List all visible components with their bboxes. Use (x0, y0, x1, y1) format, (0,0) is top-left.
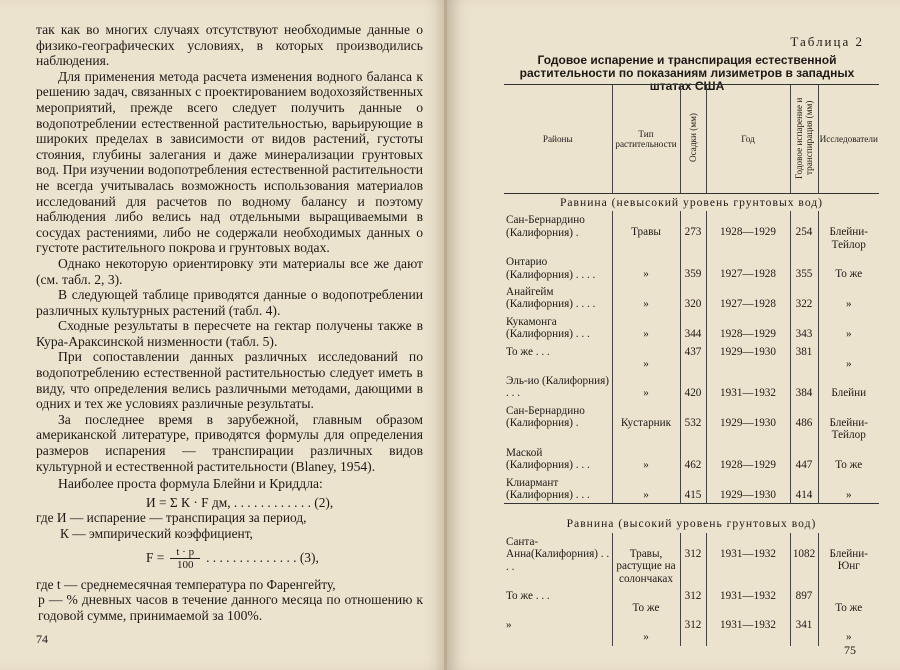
precip-cell: 420 (680, 372, 706, 402)
page-number: 75 (844, 643, 856, 657)
region-cell: Анайгейм (Калифорния) . . . . (506, 286, 596, 311)
formula-3 (36, 546, 423, 571)
veg-type-cell: » (612, 372, 680, 402)
paragraph: Однако некоторую ориентировку эти материалы все же дают (см. табл. 2, 3). (36, 255, 423, 287)
evap-cell: 897 (790, 587, 818, 616)
researchers-cell: Блейни-Тейлор (818, 211, 879, 253)
table-row (504, 533, 879, 587)
paragraph: При сопоставлении данных различных исследований по водопотреблению естественной растительностью следует иметь в виду, что определения велись различными методами, дающими в одних и тех же условиях различные результаты. (36, 349, 423, 412)
header-precip-text: Осадки (мм) (688, 113, 698, 163)
formula-3-lhs: F = (146, 550, 165, 566)
paragraph: Для применения метода расчета изменения водного баланса к решению задач, связанных с проектированием водохозяйственных мероприятий, прежде всего следует получить данные о водопотреблении естественной растительностью, варьирующие в широких пределах в зависимости от видов растений, густоты стояния, глубины залегания и даже минерализации грунтовых вод. При изучении водопотребления естественной растительности не всегда учитывалась возможность использования материалов исследований для расчетов по водному балансу и поэтому наблюдения либо велись над отдельными выращиваемыми в сосудах растениями, либо не содержали необходимых данных о густоте растительного покрова и грунтовых водах. (36, 68, 423, 256)
table-row (504, 474, 879, 504)
table-section-row (504, 515, 879, 532)
year-cell: 1931—1932 (706, 372, 790, 402)
table-row (504, 587, 879, 616)
year-cell: 1927—1928 (706, 253, 790, 283)
year-cell: 1929—1930 (706, 402, 790, 444)
veg-type-cell: » (612, 616, 680, 645)
researchers-cell: » (818, 474, 879, 504)
researchers-cell: » (818, 313, 879, 343)
table-label: Таблица 2 (790, 34, 864, 49)
year-cell: 1928—1929 (706, 444, 790, 474)
header-year: Год (706, 85, 790, 194)
paragraph: так как во многих случаях отсутствуют необходимые данные о физико-географических условиях, в которых производились наблюдения. (36, 22, 423, 69)
year-cell: 1928—1929 (706, 211, 790, 253)
table-row (504, 402, 879, 444)
veg-type-cell: Травы, растущие на солончаках (612, 533, 680, 587)
researchers-cell: Блейни (818, 372, 879, 402)
paragraph: Наиболее проста формула Блейни и Криддла: (58, 476, 323, 492)
veg-type-cell: Травы (612, 211, 680, 253)
section-heading: Равнина (невысокий уровень грунтовых вод) (559, 196, 824, 209)
table-row (504, 616, 879, 645)
region-cell: То же . . . (506, 345, 550, 358)
header-researchers: Исследователи (818, 85, 879, 194)
separator-cell (504, 504, 879, 516)
precip-cell: 437 (680, 343, 706, 372)
year-cell: 1931—1932 (706, 533, 790, 587)
region-cell: Сан-Бернардино (Калифорния) . (506, 404, 585, 430)
table-row (504, 313, 879, 343)
evap-cell: 414 (790, 474, 818, 504)
table-section-row (504, 194, 879, 212)
veg-type-cell: » (612, 444, 680, 474)
precip-cell: 415 (680, 474, 706, 504)
evap-cell: 322 (790, 283, 818, 313)
header-evap (790, 85, 818, 194)
evap-cell: 341 (790, 616, 818, 645)
table-row (504, 211, 879, 253)
veg-type-cell: » (612, 343, 680, 372)
formula-3-tail: . . . . . . . . . . . . . . (3), (206, 550, 319, 566)
precip-cell: 532 (680, 402, 706, 444)
researchers-cell: » (818, 343, 879, 372)
region-cell: Клиармант (Калифорния) . . . (506, 476, 590, 501)
evap-cell: 486 (790, 402, 818, 444)
table-row (504, 343, 879, 372)
formula-3-denominator: 100 (176, 558, 194, 571)
formula-3-numerator: t · p (170, 546, 200, 559)
veg-type-cell: » (612, 283, 680, 313)
header-precip (680, 85, 706, 194)
header-veg-type: Тип растительности (612, 85, 680, 194)
veg-type-cell: То же (612, 587, 680, 616)
researchers-cell: » (818, 283, 879, 313)
precip-cell: 312 (680, 587, 706, 616)
right-page (447, 0, 900, 670)
table-header-row (504, 85, 879, 194)
page-number: 74 (36, 632, 48, 646)
formula-legend: p — % дневных часов в течение данного месяца по отношению к годовой сумме, принимаемой за 100%. (38, 592, 423, 623)
precip-cell: 359 (680, 253, 706, 283)
evap-cell: 381 (790, 343, 818, 372)
precip-cell: 312 (680, 616, 706, 645)
year-cell: 1929—1930 (706, 474, 790, 504)
formula-legend: К — эмпирический коэффициент, (60, 526, 253, 541)
evap-cell: 1082 (790, 533, 818, 587)
formula-2: И = Σ К · F дм, . . . . . . . . . . . . (2), (146, 494, 334, 510)
veg-type-cell: Кустарник (612, 402, 680, 444)
paragraph: За последнее время в зарубежной, главным образом американской литературе, приводятся формулы для определения размеров испарения — транспирации различных видов культурной и естественной растительности (Blaney, 1954). (36, 411, 423, 474)
evap-cell: 355 (790, 253, 818, 283)
paragraph: В следующей таблице приводятся данные о водопотреблении различных культурных растений (табл. 4). (36, 287, 423, 318)
researchers-cell: То же (818, 253, 879, 283)
evap-cell: 343 (790, 313, 818, 343)
region-cell: Эль-ио (Калифорния) . . . (506, 375, 609, 400)
precip-cell: 462 (680, 444, 706, 474)
veg-type-cell: » (612, 253, 680, 283)
section-heading: Равнина (высокий уровень грунтовых вод) (566, 517, 817, 531)
evap-cell: 447 (790, 444, 818, 474)
precip-cell: 320 (680, 283, 706, 313)
header-region: Районы (504, 85, 612, 194)
year-cell: 1927—1928 (706, 283, 790, 313)
section-separator (504, 504, 879, 516)
region-cell: Кукамонга (Калифорния) . . . (506, 315, 590, 341)
veg-type-cell: » (612, 474, 680, 504)
researchers-cell: Блейни-Юнг (818, 533, 879, 587)
researchers-cell: Блейни-Тейлор (818, 402, 879, 444)
lysimeter-table (504, 84, 879, 646)
table-body (504, 194, 879, 646)
evap-cell: 384 (790, 372, 818, 402)
precip-cell: 312 (680, 533, 706, 587)
region-cell: » (506, 619, 512, 632)
formula-legend: где И — испарение — транспирация за период, (36, 510, 307, 526)
year-cell: 1929—1930 (706, 343, 790, 372)
header-evap-text: Годовое испарение и транспирация (мм) (794, 97, 814, 179)
year-cell: 1931—1932 (706, 616, 790, 645)
formula-legend: где t — среднемесячная температура по Фаренгейту, (36, 576, 336, 592)
region-cell: Маской (Калифорния) . . . (506, 446, 590, 472)
table-row (504, 444, 879, 474)
year-cell: 1928—1929 (706, 313, 790, 343)
region-cell: То же . . . (506, 589, 550, 602)
left-page (0, 0, 447, 670)
region-cell: Сан-Бернардино (Калифорния) . (506, 214, 585, 239)
table-row (504, 253, 879, 283)
region-cell: Санта-Анна(Калифорния) . . . . (506, 535, 610, 573)
precip-cell: 344 (680, 313, 706, 343)
table-title: Годовое испарение и транспирация естественной растительности по показаниям лизиметров в западных штатах США (519, 53, 855, 93)
researchers-cell: То же (818, 587, 879, 616)
precip-cell: 273 (680, 211, 706, 253)
researchers-cell: » (818, 616, 879, 645)
region-cell: Онтарио (Калифорния) . . . . (506, 256, 596, 281)
evap-cell: 254 (790, 211, 818, 253)
researchers-cell: То же (818, 444, 879, 474)
table-row (504, 283, 879, 313)
table-row (504, 372, 879, 402)
paragraph: Сходные результаты в пересчете на гектар получены также в Кура-Араксинской низменности (табл. 5). (36, 318, 423, 349)
formula-3-fraction (170, 546, 200, 571)
year-cell: 1931—1932 (706, 587, 790, 616)
veg-type-cell: » (612, 313, 680, 343)
